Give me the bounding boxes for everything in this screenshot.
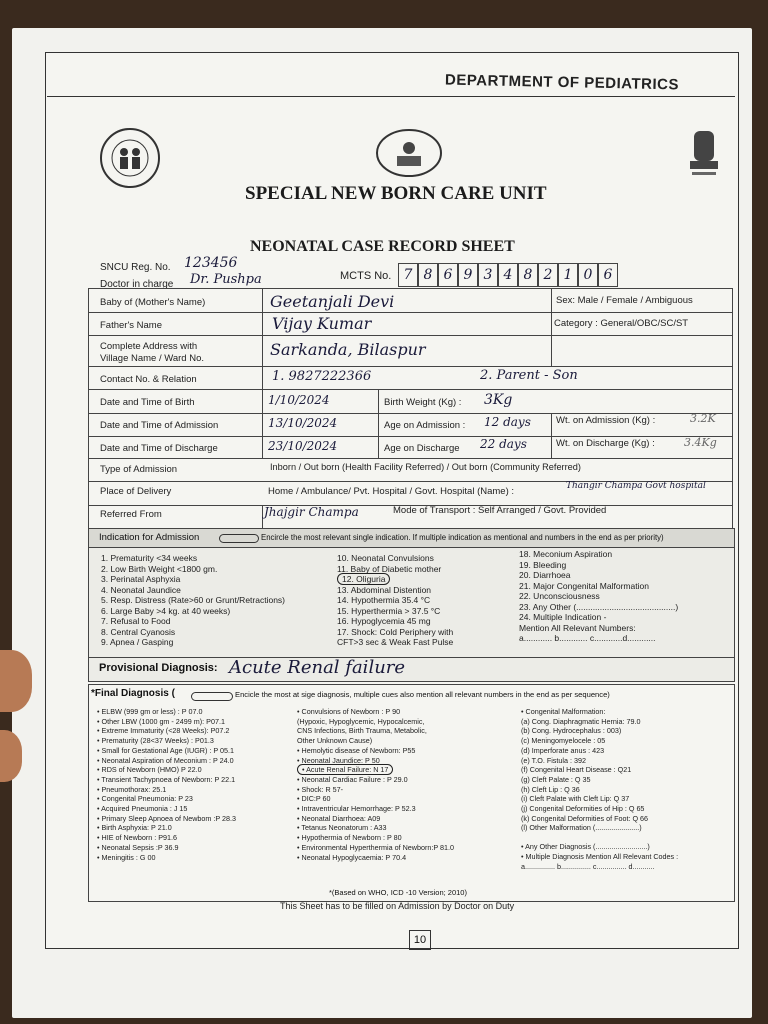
indication-item: 19. Bleeding — [519, 559, 567, 570]
provisional-diagnosis-value[interactable]: Acute Renal failure — [229, 657, 406, 678]
address-label-1: Complete Address with — [100, 341, 198, 352]
diagnosis-item: (Hypoxic, Hypoglycemic, Hypocalcemic, — [297, 716, 425, 726]
mcts-digit-box[interactable]: 0 — [578, 263, 598, 287]
indication-item: 2. Low Birth Weight <1800 gm. — [101, 563, 218, 574]
nrhm-logo — [98, 126, 162, 190]
sex-label[interactable]: Sex: Male / Female / Ambiguous — [556, 295, 693, 306]
address-value[interactable]: Sarkanda, Bilaspur — [270, 340, 426, 359]
mcts-digit-box[interactable]: 6 — [438, 263, 458, 287]
mcts-label: MCTS No. — [340, 270, 392, 282]
sncu-reg-label: SNCU Reg. No. — [100, 262, 171, 273]
sncu-logo — [375, 128, 443, 178]
final-col-3 — [521, 707, 678, 871]
diagnosis-item: (i) Cleft Palate with Cleft Lip: Q 37 — [521, 794, 630, 804]
mcts-digit-box[interactable]: 1 — [558, 263, 578, 287]
diagnosis-item: • Neonatal Cardiac Failure : P 29.0 — [297, 774, 408, 784]
diagnosis-item: • Primary Sleep Apnoea of Newbom :P 28.3 — [97, 813, 237, 823]
diagnosis-item: • Prematurity (28<37 Weeks) : P01.3 — [97, 736, 214, 746]
indication-item: 8. Central Cyanosis — [101, 626, 176, 637]
wt-admission-label: Wt. on Admission (Kg) : — [556, 415, 656, 426]
category-label[interactable]: Category : General/OBC/SC/ST — [554, 318, 689, 329]
indication-item: 11. Baby of Diabetic mother — [337, 563, 442, 574]
age-discharge-label: Age on Discharge — [384, 443, 460, 454]
provisional-diagnosis-label: Provisional Diagnosis: — [99, 662, 218, 674]
delivery-place-label: Place of Delivery — [100, 486, 172, 497]
icd-basis: *(Based on WHO, ICD -10 Version; 2010) — [329, 888, 467, 897]
diagnosis-item: • Congenital Malformation: — [521, 707, 606, 716]
address-label-2: Village Name / Ward No. — [100, 353, 205, 364]
diagnosis-item: • Congenital Pneumonia: P 23 — [97, 794, 193, 804]
diagnosis-item — [521, 833, 678, 842]
diagnosis-item: • Small for Gestational Age (IUGR) : P 05.1 — [97, 745, 235, 755]
indication-item: 6. Large Baby >4 kg. at 40 weeks) — [101, 605, 231, 616]
indication-item: 16. Hypoglycemia 45 mg — [337, 616, 431, 626]
diagnosis-item: (d) Imperforate anus : 423 — [521, 745, 605, 755]
diagnosis-item: • Transient Tachypnoea of Newborn: P 22.1 — [97, 774, 236, 784]
delivery-place-options[interactable]: Home / Ambulance/ Pvt. Hospital / Govt. Hospital (Name) : — [268, 486, 515, 497]
diagnosis-item: • Environmental Hyperthermia of Newborn:P 81.0 — [297, 842, 454, 852]
indication-item: 9. Apnea / Gasping — [101, 637, 174, 647]
thumb — [0, 650, 32, 712]
diagnosis-item: • DIC:P 60 — [297, 794, 331, 804]
indication-col-1 — [101, 553, 285, 648]
diagnosis-item: (f) Congenital Heart Disease : Q21 — [521, 765, 632, 775]
wt-discharge-value[interactable]: 3.4Kg — [684, 436, 717, 449]
diagnosis-item: (c) Meningomyelocele : 05 — [521, 736, 606, 746]
indication-item: 20. Diarrhoea — [519, 570, 571, 580]
referred-from-label: Referred From — [100, 509, 162, 520]
admission-type-label: Type of Admission — [100, 464, 178, 475]
diagnosis-item: • Intraventricular Hemorrhage: P 52.3 — [297, 804, 416, 814]
referred-from-value[interactable]: Jhajgir Champa — [264, 505, 359, 519]
diagnosis-item: • RDS of Newborn (HMO) P 22.0 — [97, 765, 202, 775]
final-diagnosis-section — [88, 684, 735, 902]
indication-item: 17. Shock: Cold Periphery with — [337, 626, 454, 637]
indication-item: 7. Refusal to Food — [101, 616, 171, 626]
divider — [47, 96, 735, 97]
diagnosis-item: • Birth Asphyxia: P 21.0 — [97, 823, 172, 833]
oval-icon — [191, 692, 233, 701]
diagnosis-item: CNS Infections, Birth Trauma, Metabolic, — [297, 726, 427, 736]
indication-item: 22. Unconsciousness — [519, 591, 600, 601]
father-label: Father's Name — [100, 320, 163, 331]
diagnosis-item: • Multiple Diagnosis Mention All Relevant Codes : — [521, 851, 679, 861]
diagnosis-item: • Acute Renal Failure: N 17 — [297, 765, 454, 775]
diagnosis-item: (k) Congenital Deformities of Foot: Q 66 — [521, 813, 649, 823]
diagnosis-item: • Hemolytic disease of Newborn: P55 — [297, 745, 416, 755]
diagnosis-item: • Neonatal Aspiration of Meconium : P 24.0 — [97, 755, 234, 765]
baby-label: Baby of (Mother's Name) — [100, 297, 206, 308]
footer-note: This Sheet has to be filled on Admission by Doctor on Duty — [280, 901, 515, 911]
age-admission-label: Age on Admission : — [384, 420, 466, 431]
diagnosis-item: • Other LBW (1000 gm - 2499 m): P07.1 — [97, 716, 225, 726]
admission-type-options[interactable]: Inborn / Out born (Health Facility Referred) / Out born (Community Referred) — [270, 462, 581, 472]
diagnosis-item: (b) Cong. Hydrocephalus : 003) — [521, 726, 622, 736]
diagnosis-item: Other Unknown Cause) — [297, 736, 373, 746]
final-col-1 — [97, 707, 236, 862]
indication-item: 18. Meconium Aspiration — [519, 549, 613, 559]
diagnosis-item: (e) T.O. Fistula : 392 — [521, 755, 586, 765]
indication-section — [88, 528, 735, 682]
birth-weight-value[interactable]: 3Kg — [484, 392, 513, 408]
mcts-digit-box[interactable]: 6 — [598, 263, 618, 287]
diagnosis-item: • Any Other Diagnosis (..........................) — [521, 842, 650, 852]
diagnosis-item: • Shock: R 57- — [297, 784, 344, 794]
doctor-label: Doctor in charge — [100, 279, 174, 290]
indication-item: a............ b............ c............d............ — [519, 633, 656, 643]
indication-col-3 — [519, 549, 678, 644]
indication-item: 5. Resp. Distress (Rate>60 or Grunt/Retractions) — [101, 595, 285, 605]
diagnosis-item: • Meningitis : G 00 — [97, 852, 156, 862]
diagnosis-item: • Neonatal Jaundice: P 50 — [297, 755, 380, 765]
transport-label[interactable]: Mode of Transport : Self Arranged / Govt. Provided — [393, 505, 607, 516]
relation-value[interactable]: 2. Parent - Son — [480, 368, 578, 383]
birth-weight-label: Birth Weight (Kg) : — [384, 397, 462, 408]
indication-item: 1. Prematurity <34 weeks — [101, 553, 198, 563]
diagnosis-item: • Tetanus Neonatorum : A33 — [297, 823, 387, 833]
mcts-digit-box[interactable]: 9 — [458, 263, 478, 287]
delivery-place-value[interactable]: Thangir Champa Govt hospital — [566, 481, 706, 491]
indication-item: 21. Major Congenital Malformation — [519, 580, 649, 591]
indication-col-2 — [337, 553, 453, 648]
oval-icon — [219, 534, 259, 543]
discharge-date-label: Date and Time of Discharge — [100, 443, 218, 454]
sheet-title: NEONATAL CASE RECORD SHEET — [250, 238, 515, 255]
diagnosis-item: • Extreme Immaturity (<28 Weeks): P07.2 — [97, 726, 230, 736]
indication-item: 10. Neonatal Convulsions — [337, 553, 434, 563]
diagnosis-item: • Neonatal Sepsis :P 36.9 — [97, 842, 179, 852]
indication-item: 15. Hyperthermia > 37.5 °C — [337, 605, 441, 616]
mcts-digit-box[interactable]: 2 — [538, 263, 558, 287]
final-diagnosis-title: *Final Diagnosis ( — [91, 688, 175, 699]
baby-value[interactable]: Geetanjali Devi — [270, 292, 395, 311]
indication-item: Mention All Relevant Numbers: — [519, 622, 636, 633]
indication-item: CFT>3 sec & Weak Fast Pulse — [337, 637, 454, 647]
diagnosis-item: (h) Cleft Lip : Q 36 — [521, 784, 580, 794]
age-discharge-value[interactable]: 22 days — [480, 437, 527, 451]
mcts-digit-box[interactable]: 3 — [478, 263, 498, 287]
indication-item: 12. Oliguria — [337, 574, 453, 585]
final-col-2 — [297, 707, 454, 862]
contact-value[interactable]: 1. 9827222366 — [272, 369, 372, 384]
contact-label: Contact No. & Relation — [100, 374, 197, 385]
indication-item: 14. Hypothermia 35.4 °C — [337, 595, 431, 605]
doctor-value[interactable]: Dr. Pushpa — [190, 272, 262, 287]
dob-value[interactable]: 1/10/2024 — [268, 393, 330, 407]
diagnosis-item: • Hypothermia of Newborn : P 80 — [297, 833, 402, 843]
national-emblem — [684, 126, 724, 186]
sncu-reg-value[interactable]: 123456 — [184, 255, 238, 271]
diagnosis-item: • Acquired Pneumonia : J 15 — [97, 804, 188, 814]
diagnosis-item: (l) Other Malformation (......................) — [521, 823, 642, 833]
diagnosis-item: (g) Cleft Palate : Q 35 — [521, 774, 591, 784]
admission-date-label: Date and Time of Admission — [100, 420, 219, 431]
diagnosis-item: • Convulsions of Newborn : P 90 — [297, 707, 401, 716]
indication-note: Encircle the most relevant single indication. If multiple indication as mentional and numbers in the end as per priority) — [261, 533, 664, 542]
indication-item: 24. Multiple Indication - — [519, 612, 607, 622]
indication-header — [89, 529, 734, 548]
father-value[interactable]: Vijay Kumar — [272, 314, 372, 333]
final-diagnosis-note: Encicle the most at sige diagnosis, multiple cues also mention all relevant numbers in the end as per sequence) — [235, 690, 610, 699]
indication-item: 13. Abdominal Distention — [337, 584, 432, 595]
indication-item: 3. Perinatal Asphyxia — [101, 574, 181, 584]
diagnosis-item: • Neonatal Hypoglycaemia: P 70.4 — [297, 852, 407, 862]
diagnosis-item: • Neonatal Diarrhoea: A09 — [297, 813, 381, 823]
diagnosis-item: (a) Cong. Diaphragmatic Hernia: 79.0 — [521, 716, 641, 726]
indication-title: Indication for Admission — [99, 532, 200, 543]
discharge-date-value[interactable]: 23/10/2024 — [268, 439, 338, 453]
diagnosis-item: • HIE of Newborn : P91.6 — [97, 833, 178, 843]
unit-title: SPECIAL NEW BORN CARE UNIT — [245, 183, 547, 204]
diagnosis-item: (j) Congenital Deformities of Hip : Q 65 — [521, 804, 645, 814]
dob-label: Date and Time of Birth — [100, 397, 195, 408]
mcts-digit-box[interactable]: 4 — [498, 263, 518, 287]
department-heading: DEPARTMENT OF PEDIATRICS — [444, 71, 680, 94]
indication-item: 4. Neonatal Jaundice — [101, 584, 181, 595]
wt-discharge-label: Wt. on Discharge (Kg) : — [556, 438, 655, 449]
wt-admission-value[interactable]: 3.2K — [690, 412, 716, 425]
diagnosis-item: a............... b............... c............... d........... — [521, 861, 655, 871]
page-number: 10 — [409, 930, 431, 950]
mcts-digit-box[interactable]: 7 — [398, 263, 418, 287]
diagnosis-item: • ELBW (999 gm or less) : P 07.0 — [97, 707, 203, 716]
age-admission-value[interactable]: 12 days — [484, 415, 531, 429]
admission-date-value[interactable]: 13/10/2024 — [268, 416, 338, 430]
diagnosis-item: • Pneumothorax: 25.1 — [97, 784, 167, 794]
indication-item: 23. Any Other (..........................................) — [519, 601, 679, 612]
mcts-digit-box[interactable]: 8 — [518, 263, 538, 287]
mcts-digit-box[interactable]: 8 — [418, 263, 438, 287]
